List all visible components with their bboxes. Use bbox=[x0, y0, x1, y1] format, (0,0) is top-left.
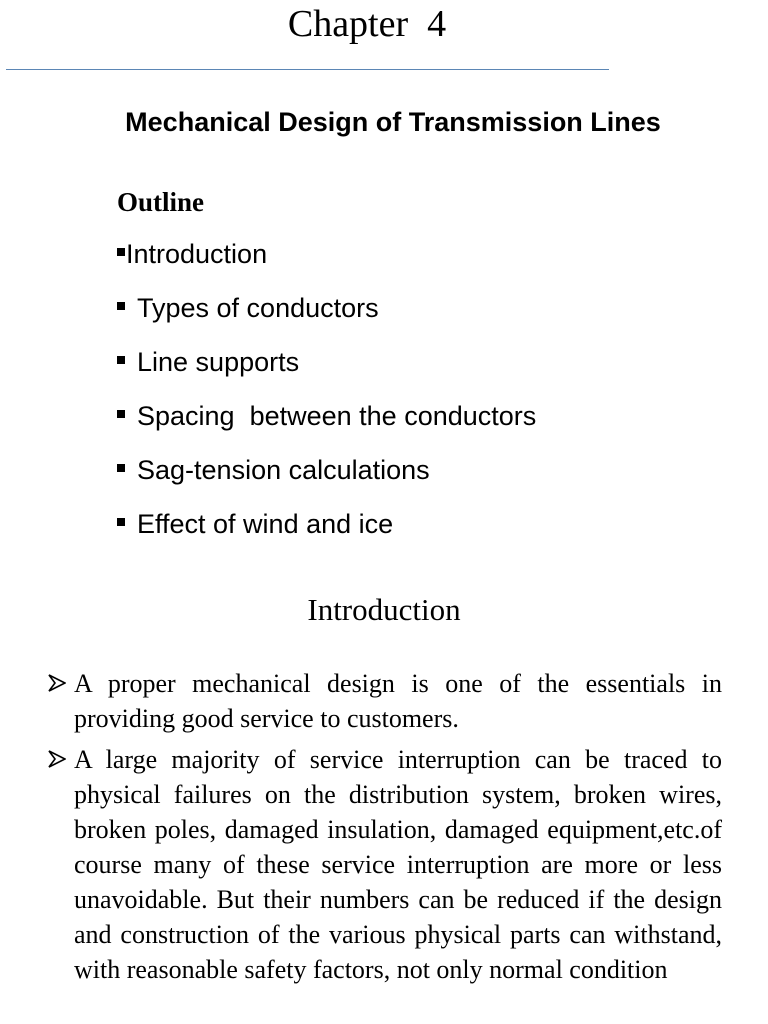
arrowhead-bullet-icon bbox=[48, 674, 66, 692]
outline-heading: Outline bbox=[117, 187, 205, 217]
outline-item-wind-and-ice bbox=[117, 506, 536, 560]
introduction-paragraph bbox=[48, 742, 722, 987]
outline-item-label: Line supports bbox=[137, 347, 300, 377]
square-bullet-icon bbox=[117, 356, 125, 364]
outline-item-sag-tension bbox=[117, 452, 536, 506]
arrowhead-bullet-icon bbox=[48, 750, 66, 768]
outline-item-label: Types of conductors bbox=[137, 293, 379, 323]
outline-item-line-supports bbox=[117, 344, 536, 398]
outline-list bbox=[117, 236, 536, 560]
outline-item-introduction bbox=[117, 236, 536, 290]
outline-item-label: Effect of wind and ice bbox=[137, 509, 394, 539]
outline-item-label: Introduction bbox=[126, 239, 268, 269]
introduction-heading: Introduction bbox=[307, 592, 461, 627]
outline-item-label: Spacing between the conductors bbox=[137, 401, 537, 431]
paragraph-text: A large majority of service interruption can be traced to physical failures on the distribution system, broken wires, broken poles, damaged insulation, damaged equipment,etc.of course many of these service interruption are more or less unavoidable. But their numbers can be reduced if the design and construction of the various physical parts can withstand, with reasonable safety factors, not only normal condition bbox=[74, 745, 722, 984]
square-bullet-icon bbox=[117, 302, 125, 310]
chapter-divider bbox=[6, 69, 609, 70]
paragraph-text: A proper mechanical design is one of the essentials in providing good service to customers. bbox=[74, 669, 722, 733]
square-bullet-icon bbox=[117, 248, 125, 256]
square-bullet-icon bbox=[117, 464, 125, 472]
outline-item-label: Sag-tension calculations bbox=[137, 455, 430, 485]
outline-item-types-of-conductors bbox=[117, 290, 536, 344]
introduction-paragraphs bbox=[48, 666, 722, 993]
chapter-title: Chapter 4 bbox=[287, 3, 447, 45]
document-title: Mechanical Design of Transmission Lines bbox=[125, 107, 661, 137]
square-bullet-icon bbox=[117, 518, 125, 526]
outline-item-spacing bbox=[117, 398, 536, 452]
introduction-paragraph bbox=[48, 666, 722, 736]
square-bullet-icon bbox=[117, 410, 125, 418]
